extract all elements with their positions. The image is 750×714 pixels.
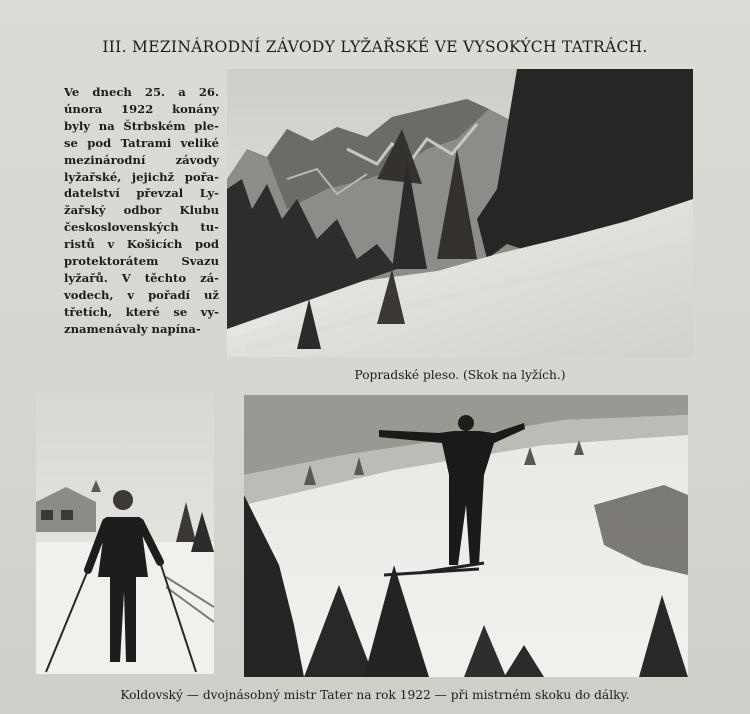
body-line: lyžařské, jejichž pořa- xyxy=(64,169,219,184)
article-title: III. MEZINÁRODNÍ ZÁVODY LYŽAŘSKÉ VE VYSOKÝCH TATRÁCH. xyxy=(102,38,648,56)
body-line: mezinárodní závody xyxy=(64,152,219,167)
photo-skier-portrait xyxy=(36,392,214,674)
mountain-landscape-image xyxy=(227,69,693,357)
body-line: datelství převzal Ly- xyxy=(64,186,219,201)
body-line: ristů v Košicích pod xyxy=(64,237,219,252)
body-line: třetích, které se vy- xyxy=(64,304,219,319)
skier-portrait-image xyxy=(36,392,214,674)
body-line: protektorátem Svazu xyxy=(64,254,219,269)
body-line: byly na Štrbském ple- xyxy=(64,118,219,133)
body-line: lyžařů. V těchto zá- xyxy=(64,270,219,285)
body-line: se pod Tatrami veliké xyxy=(64,135,219,150)
body-line: února 1922 konány xyxy=(64,101,219,116)
article-body-text xyxy=(64,84,219,338)
body-line: znamenávaly napína- xyxy=(64,321,201,336)
photo-popradske-pleso xyxy=(227,69,693,357)
photo-ski-jump xyxy=(244,395,688,677)
body-line: Ve dnech 25. a 26. xyxy=(64,85,219,99)
ski-jump-image xyxy=(244,395,688,677)
photo-caption-popradske-pleso: Popradské pleso. (Skok na lyžích.) xyxy=(354,368,566,382)
body-line: vodech, v pořadí už xyxy=(64,287,219,302)
bottom-caption: Koldovský — dvojnásobný mistr Tater na rok 1922 — při mistrném skoku do dálky. xyxy=(120,688,630,702)
body-line: žařský odbor Klubu xyxy=(64,203,219,218)
body-line: československých tu- xyxy=(64,220,219,235)
